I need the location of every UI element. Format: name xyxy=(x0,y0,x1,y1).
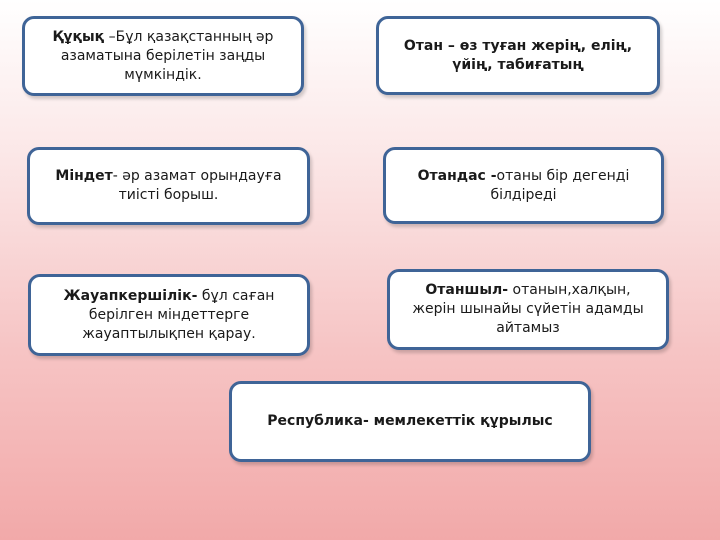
card-definition: отаны бір дегенді білдіреді xyxy=(490,167,630,203)
card-otanshyl xyxy=(387,269,669,350)
card-definition: –Бұл қазақстанның әр азаматына берілетін заңды мүмкіндік. xyxy=(60,28,274,83)
card-text xyxy=(267,412,552,431)
card-otandas xyxy=(383,147,664,224)
card-term: Міндет xyxy=(55,168,113,184)
card-term: Отаншыл- xyxy=(425,282,509,298)
card-mindet xyxy=(27,147,310,225)
card-term: Республика- мемлекеттік құрылыс xyxy=(267,413,553,429)
card-kukyk xyxy=(22,16,304,96)
card-text xyxy=(39,28,287,85)
card-term: Жауапкершілік- xyxy=(63,287,198,304)
card-text xyxy=(45,287,293,344)
card-text xyxy=(44,167,293,205)
card-text xyxy=(393,37,643,75)
card-term: Отандас - xyxy=(417,167,497,184)
card-definition: бұл саған берілген міндеттерге жауаптылықпен қарау. xyxy=(82,287,275,342)
card-otan xyxy=(376,16,660,95)
card-zhauapkershilik xyxy=(28,274,310,356)
card-text xyxy=(400,167,647,205)
card-text xyxy=(404,281,652,338)
card-definition: - әр азамат орындауға тиісті борыш. xyxy=(112,168,282,203)
card-respublika xyxy=(229,381,591,462)
card-term: Отан – өз туған жерің, елің, үйің, табиғатың xyxy=(403,37,633,73)
card-term: Құқық xyxy=(52,28,105,45)
card-definition: отанын,халқын, жерін шынайы сүйетін адамды айтамыз xyxy=(412,282,644,336)
